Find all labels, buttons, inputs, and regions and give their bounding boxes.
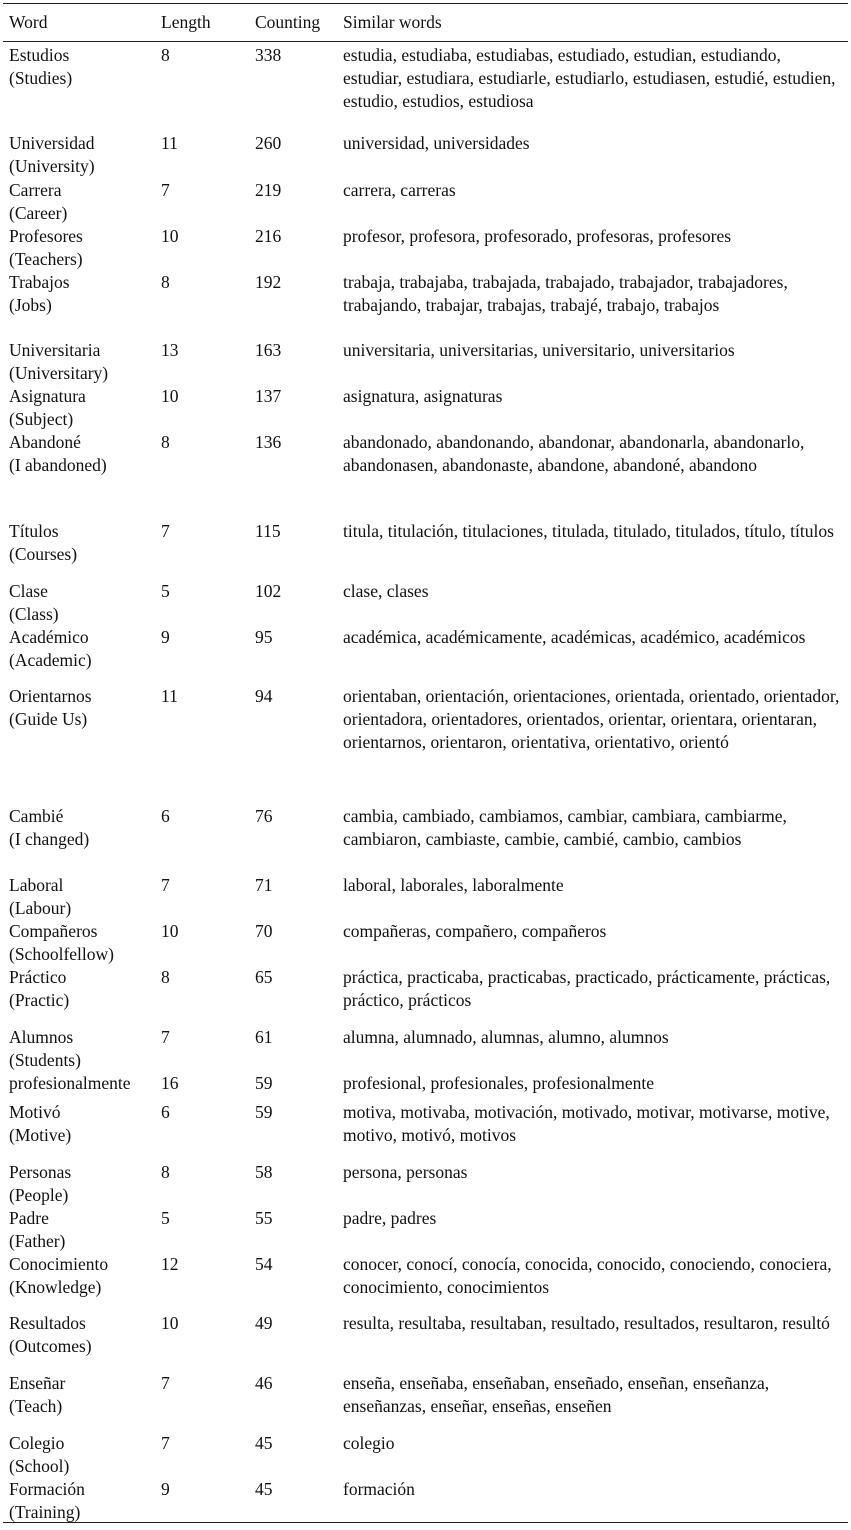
counting-cell: 45 [255,1479,273,1499]
word: Compañeros [9,921,98,941]
length-cell: 10 [161,1313,179,1333]
header-similar-words: Similar words [343,12,442,32]
word-translation: (Training) [9,1502,81,1522]
similar-words-cell: clase, clases [343,581,429,601]
length-cell: 8 [161,967,170,987]
counting-cell: 46 [255,1373,273,1393]
word-translation: (University) [9,156,95,176]
word-cell [9,1253,108,1299]
counting-cell: 115 [255,521,281,541]
counting-cell: 102 [255,581,282,601]
word: Académico [9,627,89,647]
word-cell [9,271,70,317]
word-translation: (Teach) [9,1396,63,1416]
similar-words-cell: alumna, alumnado, alumnas, alumno, alumnos [343,1027,669,1047]
length-cell: 7 [161,875,170,895]
length-cell: 6 [161,806,170,826]
word-translation: (Subject) [9,409,74,429]
length-cell: 12 [161,1254,179,1274]
similar-words-cell: motiva, motivaba, motivación, motivado, motivar, motivarse, motive, motivo, motivó, motivos [343,1102,830,1145]
counting-cell: 216 [255,226,282,246]
length-cell: 9 [161,1479,170,1499]
word-cell [9,179,67,225]
counting-cell: 54 [255,1254,273,1274]
word: Orientarnos [9,686,92,706]
similar-words-cell: titula, titulación, titulaciones, titulada, titulado, titulados, título, títulos [343,521,834,541]
word-cell [9,1478,85,1524]
similar-words-cell: resulta, resultaba, resultaban, resultado, resultados, resultaron, resultó [343,1313,830,1333]
counting-cell: 94 [255,686,273,706]
similar-words-cell: universidad, universidades [343,133,530,153]
word: Laboral [9,875,64,895]
word-cell [9,1072,130,1095]
word-translation: (Schoolfellow) [9,944,114,964]
similar-words-cell: trabaja, trabajaba, trabajada, trabajado, trabajador, trabajadores, trabajando, trabajar, trabajas, trabajé, trabajo, trabajos [343,272,788,315]
word-translation: (Students) [9,1050,81,1070]
word-translation: (Jobs) [9,295,52,315]
word-cell [9,685,92,731]
length-cell: 7 [161,1373,170,1393]
counting-cell: 95 [255,627,273,647]
word-cell [9,1312,92,1358]
top-rule [3,3,848,4]
word-translation: (Guide Us) [9,709,88,729]
word-cell [9,225,83,271]
header-rule [3,41,848,42]
counting-cell: 192 [255,272,282,292]
word: Personas [9,1162,72,1182]
word-translation: (Academic) [9,650,92,670]
length-cell: 8 [161,45,170,65]
length-cell: 8 [161,1162,170,1182]
word-cell [9,1161,71,1207]
length-cell: 7 [161,521,170,541]
length-cell: 7 [161,1433,170,1453]
word-translation: (Father) [9,1231,66,1251]
word: Universitaria [9,340,101,360]
counting-cell: 76 [255,806,273,826]
word: Padre [9,1208,49,1228]
word-cell [9,626,92,672]
counting-cell: 137 [255,386,282,406]
counting-cell: 70 [255,921,273,941]
similar-words-cell: universitaria, universitarias, universitario, universitarios [343,340,735,360]
word: Carrera [9,180,62,200]
word-translation: (Outcomes) [9,1336,92,1356]
similar-words-cell: abandonado, abandonando, abandonar, abandonarla, abandonarlo, abandonasen, abandonaste, abandone, abandoné, abandono [343,432,805,475]
word-translation: (Career) [9,203,68,223]
word-cell [9,1207,65,1253]
similar-words-cell: carrera, carreras [343,180,456,200]
word-translation: (Labour) [9,898,72,918]
counting-cell: 260 [255,133,282,153]
word: Abandoné [9,432,81,452]
similar-words-cell: orientaban, orientación, orientaciones, orientada, orientado, orientador, orientadora, orientadores, orientados, orientar, orientara, orientaran, orientarnos, orientaron, orientativa, orientativo, orientó [343,686,840,752]
word-translation: (Knowledge) [9,1277,102,1297]
counting-cell: 219 [255,180,282,200]
word-cell [9,431,107,477]
counting-cell: 45 [255,1433,273,1453]
word-cell [9,132,95,178]
word: Clase [9,581,48,601]
length-cell: 9 [161,627,170,647]
length-cell: 10 [161,226,179,246]
length-cell: 11 [161,686,178,706]
header-word: Word [9,12,48,32]
word-cell [9,385,86,431]
similar-words-cell: profesor, profesora, profesorado, profesoras, profesores [343,226,732,246]
word-translation: (School) [9,1456,70,1476]
word: Práctico [9,967,67,987]
counting-cell: 58 [255,1162,273,1182]
word: Estudios [9,45,70,65]
word-cell [9,874,71,920]
similar-words-cell: práctica, practicaba, practicabas, practicado, prácticamente, prácticas, práctico, prácticos [343,967,831,1010]
counting-cell: 55 [255,1208,273,1228]
word-cell [9,1372,65,1418]
similar-words-cell: cambia, cambiado, cambiamos, cambiar, cambiara, cambiarme, cambiaron, cambiaste, cambie, cambié, cambio, cambios [343,806,787,849]
word-cell [9,1026,81,1072]
length-cell: 10 [161,386,179,406]
word: Asignatura [9,386,86,406]
similar-words-cell: profesional, profesionales, profesionalmente [343,1073,655,1093]
word-cell [9,805,89,851]
word-translation: (I changed) [9,829,90,849]
word-translation: (I abandoned) [9,455,107,475]
word-translation: (Class) [9,604,59,624]
length-cell: 7 [161,1027,170,1047]
word-cell [9,1432,69,1478]
counting-cell: 49 [255,1313,273,1333]
counting-cell: 163 [255,340,282,360]
word-translation: (People) [9,1185,69,1205]
word-cell [9,966,69,1012]
length-cell: 10 [161,921,179,941]
counting-cell: 338 [255,45,282,65]
similar-words-cell: persona, personas [343,1162,468,1182]
word: Enseñar [9,1373,66,1393]
word: Universidad [9,133,95,153]
length-cell: 5 [161,581,170,601]
similar-words-cell: conocer, conocí, conocía, conocida, conocido, conociendo, conociera, conocimiento, conocimientos [343,1254,832,1297]
word: Resultados [9,1313,86,1333]
similar-words-cell: estudia, estudiaba, estudiabas, estudiado, estudian, estudiando, estudiar, estudiara, estudiarle, estudiarlo, estudiasen, estudié, estudien, estudio, estudios, estudiosa [343,45,836,111]
length-cell: 8 [161,272,170,292]
length-cell: 11 [161,133,178,153]
counting-cell: 136 [255,432,282,452]
word-translation: (Motive) [9,1125,72,1145]
similar-words-cell: colegio [343,1433,395,1453]
word-translation: (Practic) [9,990,70,1010]
word-cell [9,520,77,566]
similar-words-cell: enseña, enseñaba, enseñaban, enseñado, enseñan, enseñanza, enseñanzas, enseñar, enseñas, enseñen [343,1373,770,1416]
word: Trabajos [9,272,70,292]
similar-words-cell: padre, padres [343,1208,437,1228]
word: Cambié [9,806,64,826]
header-length: Length [161,12,211,32]
word-translation: (Studies) [9,68,73,88]
counting-cell: 61 [255,1027,273,1047]
similar-words-cell: académica, académicamente, académicas, académico, académicos [343,627,806,647]
word: profesionalmente [9,1073,131,1093]
similar-words-cell: compañeras, compañero, compañeros [343,921,607,941]
similar-words-cell: asignatura, asignaturas [343,386,503,406]
word-cell [9,44,72,90]
word-cell [9,580,59,626]
similar-words-cell: formación [343,1479,415,1499]
counting-cell: 59 [255,1102,273,1122]
word: Colegio [9,1433,65,1453]
word-translation: (Teachers) [9,249,83,269]
word: Alumnos [9,1027,74,1047]
bottom-rule [3,1522,848,1523]
counting-cell: 65 [255,967,273,987]
header-counting: Counting [255,12,321,32]
word-cell [9,920,114,966]
word: Títulos [9,521,59,541]
word: Formación [9,1479,85,1499]
word: Profesores [9,226,83,246]
word-translation: (Courses) [9,544,78,564]
length-cell: 8 [161,432,170,452]
word-cell [9,339,108,385]
word-translation: (Universitary) [9,363,109,383]
length-cell: 5 [161,1208,170,1228]
length-cell: 6 [161,1102,170,1122]
word: Motivó [9,1102,61,1122]
length-cell: 13 [161,340,179,360]
similar-words-cell: laboral, laborales, laboralmente [343,875,564,895]
word-cell [9,1101,71,1147]
length-cell: 16 [161,1073,179,1093]
counting-cell: 59 [255,1073,273,1093]
counting-cell: 71 [255,875,273,895]
word: Conocimiento [9,1254,109,1274]
length-cell: 7 [161,180,170,200]
